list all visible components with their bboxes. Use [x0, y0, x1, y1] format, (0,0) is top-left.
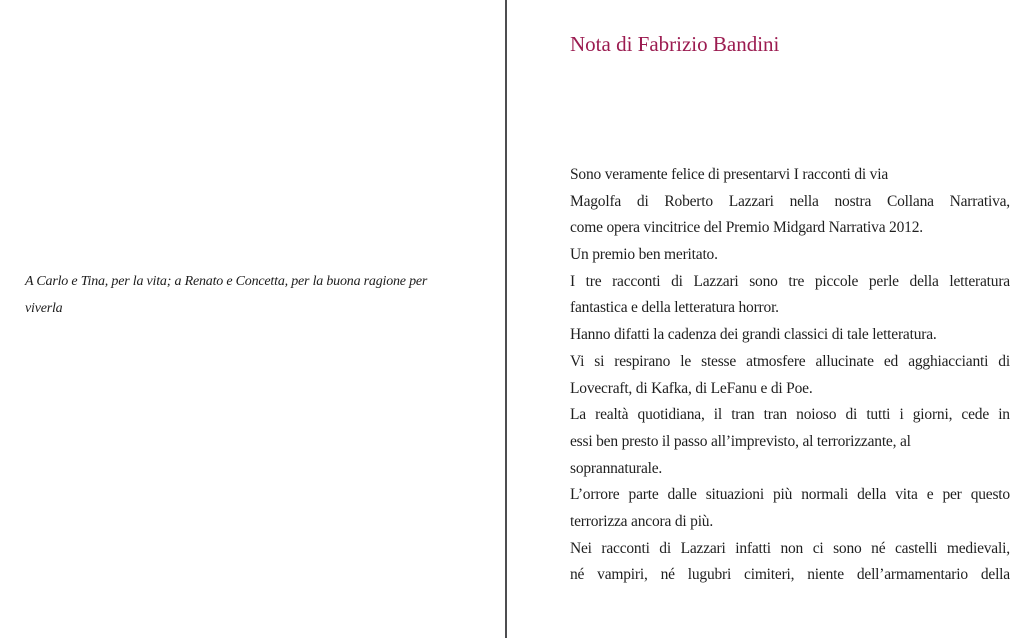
text-line: Magolfa di Roberto Lazzari nella nostra Collana Narrativa, — [570, 192, 1010, 210]
dedication-line: viverla — [25, 301, 63, 316]
text-line: come opera vincitrice del Premio Midgard Narrativa 2012. — [570, 219, 923, 237]
text-line: soprannaturale. — [570, 459, 663, 477]
chapter-heading: Nota di Fabrizio Bandini — [570, 32, 780, 56]
text-line: terrorizza ancora di più. — [570, 512, 714, 530]
text-line: Un premio ben meritato. — [570, 246, 718, 264]
dedication-line: A Carlo e Tina, per la vita; a Renato e Concetta, per la buona ragione per — [25, 274, 428, 289]
text-line: Hanno difatti la cadenza dei grandi classici di tale letteratura. — [570, 326, 937, 344]
page-divider — [505, 0, 507, 638]
text-line: L’orrore parte dalle situazioni più normali della vita e per questo — [570, 486, 1010, 504]
text-line: Lovecraft, di Kafka, di LeFanu e di Poe. — [570, 379, 813, 397]
text-line: Nei racconti di Lazzari infatti non ci sono né castelli medievali, — [570, 539, 1010, 557]
text-line: Sono veramente felice di presentarvi I racconti di via — [570, 166, 889, 183]
text-line: I tre racconti di Lazzari sono tre piccole perle della letteratura — [570, 272, 1010, 290]
body-text — [570, 162, 1010, 589]
text-line: Vi si respirano le stesse atmosfere allucinate ed agghiaccianti di — [570, 352, 1010, 370]
text-line: né vampiri, né lugubri cimiteri, niente dell’armamentario della — [570, 566, 1010, 584]
dedication — [25, 268, 485, 322]
text-line: La realtà quotidiana, il tran tran noioso di tutti i giorni, cede in — [570, 406, 1010, 424]
text-line: fantastica e della letteratura horror. — [570, 299, 779, 317]
text-line: essi ben presto il passo all’imprevisto, al terrorizzante, al — [570, 432, 911, 450]
